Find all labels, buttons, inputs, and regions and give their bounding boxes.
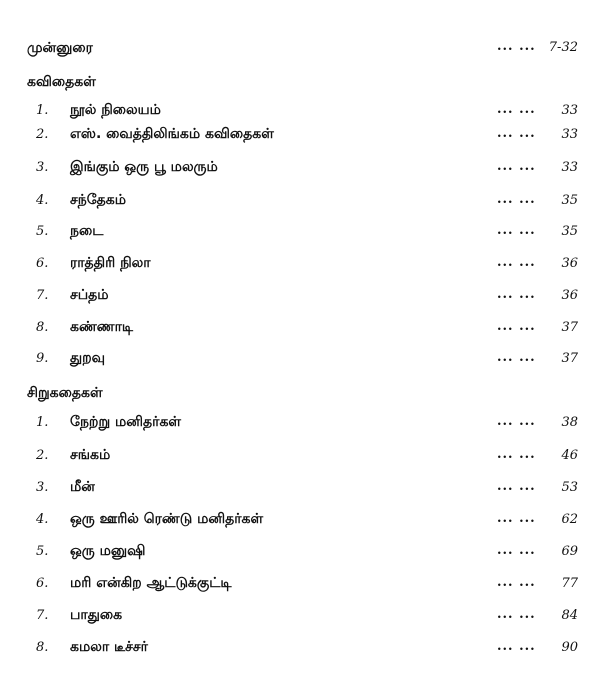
leader-dots: ... ... [497,192,536,207]
entry-title: ஒரு மனுஷி [70,543,146,559]
leader-dots: ... ... [497,543,536,558]
page-number: 46 [561,448,578,463]
toc-entry [0,510,600,534]
leader-dots: ... ... [497,639,536,654]
page-number: 37 [561,320,578,335]
section-heading-stories [0,383,600,407]
entry-title: சப்தம் [70,287,109,303]
page-number: 53 [561,480,578,495]
leader-dots: ... ... [497,126,536,141]
page-number: 35 [561,193,578,208]
leader-dots: ... ... [497,414,536,429]
toc-entry [0,446,600,470]
entry-number: 3. [36,160,49,175]
leader-dots: ... ... [497,479,536,494]
toc-entry [0,638,600,662]
page-number: 33 [561,160,578,175]
leader-dots: ... ... [497,102,536,117]
entry-title: ராத்திரி நிலா [70,255,151,271]
toc-entry [0,318,600,342]
leader-dots: ... ... [497,607,536,622]
entry-number: 2. [36,448,49,463]
leader-dots: ... ... [497,287,536,302]
toc-entry-preface [0,38,600,62]
toc-entry [0,349,600,373]
page-number: 36 [561,256,578,271]
toc-entry [0,222,600,246]
leader-dots: ... ... [497,39,536,54]
page-number: 35 [561,224,578,239]
entry-number: 1. [36,415,49,430]
entry-number: 9. [36,351,49,366]
entry-number: 8. [36,320,49,335]
entry-number: 4. [36,512,49,527]
leader-dots: ... ... [497,319,536,334]
page-number: 62 [561,512,578,527]
section-heading-poems [0,72,600,96]
toc-entry [0,542,600,566]
entry-number: 4. [36,193,49,208]
entry-title: சந்தேகம் [70,192,127,208]
toc-entry [0,101,600,125]
page-number: 90 [561,640,578,655]
page-number: 37 [561,351,578,366]
entry-number: 5. [36,544,49,559]
entry-number: 5. [36,224,49,239]
entry-number: 8. [36,640,49,655]
toc-entry [0,191,600,215]
entry-number: 2. [36,127,49,142]
leader-dots: ... ... [497,511,536,526]
entry-title: கண்ணாடி [70,319,134,335]
toc-entry [0,254,600,278]
toc-entry [0,125,600,149]
entry-title: மீன் [70,479,95,495]
toc-entry [0,158,600,182]
entry-title: நூல் நிலையம் [70,102,161,118]
entry-title: கமலா டீச்சர் [70,639,148,655]
entry-number: 3. [36,480,49,495]
entry-title: நடை [70,223,104,239]
page-number: 84 [561,608,578,623]
leader-dots: ... ... [497,350,536,365]
entry-title: பாதுகை [70,607,123,623]
toc-entry [0,286,600,310]
toc-entry [0,478,600,502]
entry-title: இங்கும் ஒரு பூ மலரும் [70,159,218,175]
entry-number: 1. [36,103,49,118]
entry-title: எஸ். வைத்திலிங்கம் கவிதைகள் [70,126,274,142]
page-number: 33 [561,127,578,142]
page-number: 38 [561,415,578,430]
page-number: 7-32 [548,40,578,55]
page-number: 36 [561,288,578,303]
leader-dots: ... ... [497,223,536,238]
toc-entry [0,574,600,598]
entry-number: 7. [36,288,49,303]
leader-dots: ... ... [497,255,536,270]
entry-title: நேற்று மனிதர்கள் [70,414,182,430]
toc-entry [0,606,600,630]
page-number: 69 [561,544,578,559]
page-number: 33 [561,103,578,118]
section-heading: கவிதைகள் [27,74,96,90]
entry-title: மரி என்கிற ஆட்டுக்குட்டி [70,575,232,591]
entry-number: 6. [36,256,49,271]
entry-title: ஒரு ஊரில் ரெண்டு மனிதர்கள் [70,511,264,527]
leader-dots: ... ... [497,447,536,462]
leader-dots: ... ... [497,159,536,174]
entry-title: முன்னுரை [27,40,93,56]
toc-entry [0,413,600,437]
leader-dots: ... ... [497,575,536,590]
entry-title: துறவு [70,350,106,366]
page-number: 77 [561,576,578,591]
entry-number: 6. [36,576,49,591]
entry-number: 7. [36,608,49,623]
section-heading: சிறுகதைகள் [27,385,103,401]
entry-title: சங்கம் [70,447,111,463]
